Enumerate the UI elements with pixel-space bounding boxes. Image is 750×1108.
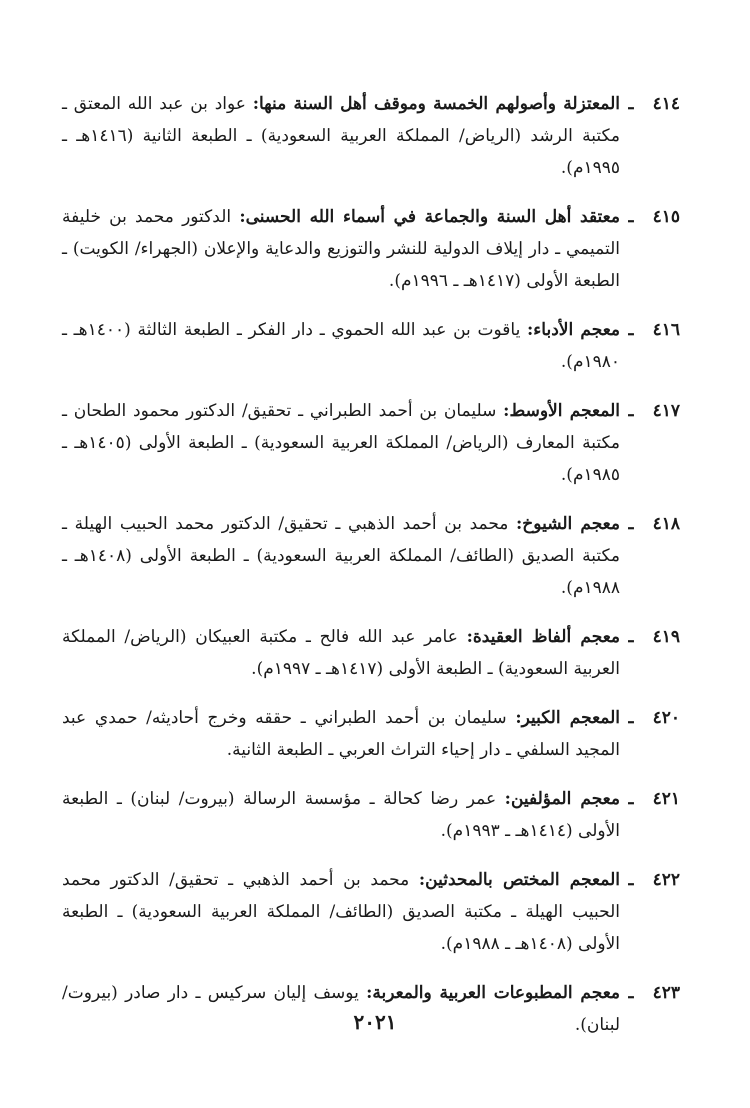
- entry-body: [62, 702, 620, 766]
- entry-number: ٤١٧: [652, 401, 680, 421]
- entry-separator: ـ: [628, 708, 634, 728]
- entry-title: معجم المطبوعات العربية والمعربة:: [366, 983, 621, 1003]
- entry-text: ياقوت بن عبد الله الحموي ـ دار الفكر ـ الطبعة الثالثة (١٤٠٠هـ ـ ١٩٨٠م).: [62, 320, 620, 372]
- entry-text: محمد بن أحمد الذهبي ـ تحقيق/ الدكتور محمد الحبيب الهيلة ـ مكتبة الصديق (الطائف/ المملكة العربية السعودية) ـ الطبعة الأولى (١٤٠٨هـ ـ ١٩٨٨م).: [62, 514, 620, 598]
- entry-separator: ـ: [628, 627, 634, 647]
- entry-body: [62, 314, 620, 378]
- entry-title: معجم المؤلفين:: [504, 789, 620, 809]
- entry-title: المعتزلة وأصولهم الخمسة وموقف أهل السنة منها:: [252, 94, 620, 114]
- entry-separator: ـ: [628, 94, 634, 114]
- entry-title: معجم الشيوخ:: [516, 514, 620, 534]
- entry-body: [62, 201, 620, 297]
- entry-title: المعجم الكبير:: [515, 708, 621, 728]
- entry-text: عواد بن عبد الله المعتق ـ مكتبة الرشد (الرياض/ المملكة العربية السعودية) ـ الطبعة الثانية (١٤١٦هـ ـ ١٩٩٥م).: [62, 94, 620, 178]
- entry-text: سليمان بن أحمد الطبراني ـ تحقيق/ الدكتور محمود الطحان ـ مكتبة المعارف (الرياض/ المملكة العربية السعودية) ـ الطبعة الأولى (١٤٠٥هـ ـ ١٩٨٥م).: [62, 401, 620, 485]
- entry-body: [62, 783, 620, 847]
- entry-number: ٤٢٣: [652, 983, 680, 1003]
- bibliography-entry: [62, 864, 680, 960]
- entry-text: عمر رضا كحالة ـ مؤسسة الرسالة (بيروت/ لبنان) ـ الطبعة الأولى (١٤١٤هـ ـ ١٩٩٣م).: [62, 789, 620, 841]
- entry-separator: ـ: [628, 870, 634, 890]
- bibliography-page: [62, 88, 680, 1058]
- entry-body: [62, 395, 620, 491]
- entry-title: معجم ألفاظ العقيدة:: [466, 627, 621, 647]
- entry-separator: ـ: [628, 320, 634, 340]
- entry-body: [62, 621, 620, 685]
- entry-separator: ـ: [628, 983, 634, 1003]
- entry-number: ٤١٦: [652, 320, 680, 340]
- entry-number: ٤٢٢: [652, 870, 680, 890]
- entry-text: عامر عبد الله فالح ـ مكتبة العبيكان (الرياض/ المملكة العربية السعودية) ـ الطبعة الأولى (١٤١٧هـ ـ ١٩٩٧م).: [62, 627, 620, 679]
- bibliography-entry: [62, 88, 680, 184]
- page-number: ٢٠٢١: [353, 1010, 397, 1034]
- entry-separator: ـ: [628, 789, 634, 809]
- entry-number: ٤١٩: [652, 627, 680, 647]
- bibliography-entry: [62, 201, 680, 297]
- entry-number: ٤١٨: [652, 514, 680, 534]
- entry-body: [62, 88, 620, 184]
- bibliography-entry: [62, 508, 680, 604]
- entry-title: المعجم الأوسط:: [503, 401, 620, 421]
- entry-separator: ـ: [628, 207, 634, 227]
- entry-text: يوسف إليان سركيس ـ دار صادر (بيروت/ لبنان).: [62, 983, 620, 1035]
- entry-title: المعجم المختص بالمحدثين:: [418, 870, 620, 890]
- entry-number: ٤٢٠: [652, 708, 680, 728]
- bibliography-entry: [62, 702, 680, 766]
- entry-number: ٤٢١: [652, 789, 680, 809]
- entry-number: ٤١٤: [652, 94, 680, 114]
- bibliography-entry: [62, 314, 680, 378]
- entry-separator: ـ: [628, 401, 634, 421]
- entry-title: معتقد أهل السنة والجماعة في أسماء الله الحسنى:: [239, 207, 620, 227]
- entry-separator: ـ: [628, 514, 634, 534]
- bibliography-entry: [62, 395, 680, 491]
- entry-body: [62, 864, 620, 960]
- bibliography-entry: [62, 621, 680, 685]
- entry-text: سليمان بن أحمد الطبراني ـ حققه وخرج أحاديثه/ حمدي عبد المجيد السلفي ـ دار إحياء التراث العربي ـ الطبعة الثانية.: [62, 708, 620, 760]
- entry-text: محمد بن أحمد الذهبي ـ تحقيق/ الدكتور محمد الحبيب الهيلة ـ مكتبة الصديق (الطائف/ المملكة العربية السعودية) ـ الطبعة الأولى (١٤٠٨هـ ـ ١٩٨٨م).: [62, 870, 620, 954]
- entry-number: ٤١٥: [652, 207, 680, 227]
- entry-body: [62, 508, 620, 604]
- bibliography-entry: [62, 783, 680, 847]
- entry-title: معجم الأدباء:: [527, 320, 620, 340]
- entry-text: الدكتور محمد بن خليفة التميمي ـ دار إيلاف الدولية للنشر والتوزيع والدعاية والإعلان (الجهراء/ الكويت) ـ الطبعة الأولى (١٤١٧هـ ـ ١٩٩٦م).: [62, 207, 620, 291]
